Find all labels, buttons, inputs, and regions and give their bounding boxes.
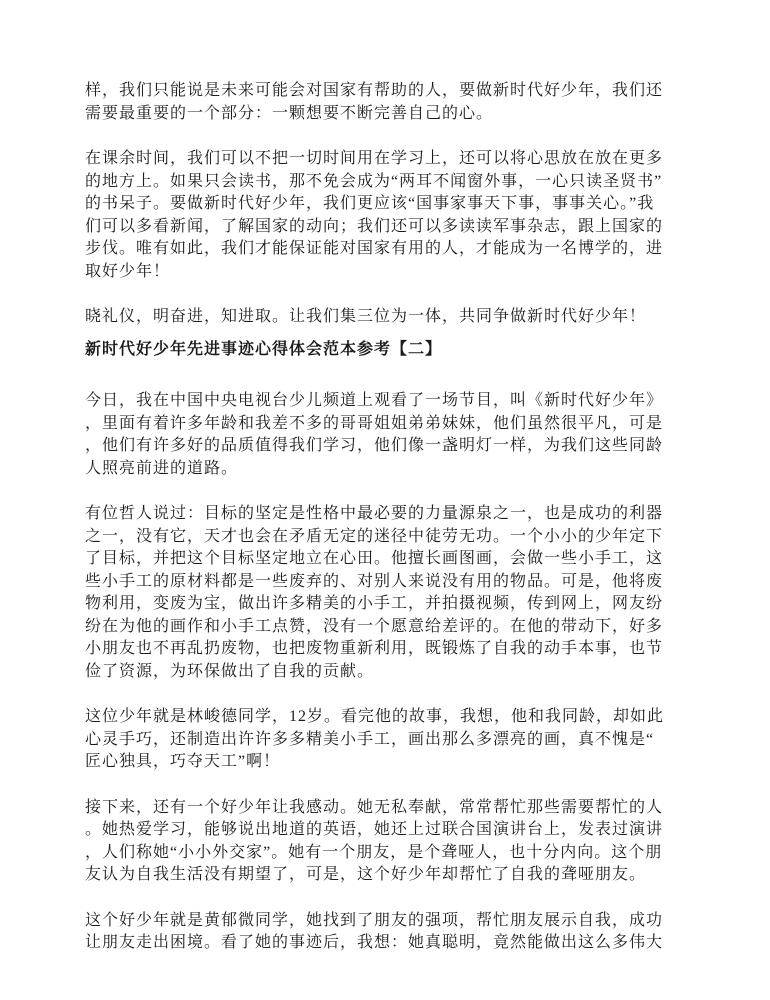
- paragraph-continuation: 样，我们只能说是未来可能会对国家有帮助的人，要做新时代好少年，我们还需要最重要的一个部分：一颗想要不断完善自己的心。: [85, 82, 664, 122]
- paragraph-tv-program: 今日，我在中国中央电视台少儿频道上观看了一场节目，叫《新时代好少年》，里面有着许多年龄和我差不多的哥哥姐姐弟弟妹妹，他们虽然很平凡，可是，他们有许多好的品质值得我们学习，他们像一盏明灯一样，为我们这些同龄人照亮前进的道路。: [85, 392, 664, 477]
- paragraph-lin-junde: 这位少年就是林峻德同学，12岁。看完他的故事，我想，他和我同龄，却如此心灵手巧，还制造出许许多多精美小手工，画出那么多漂亮的画，真不愧是“匠心独具，巧夺天工”啊！: [85, 708, 665, 770]
- paragraph-good-youth-girl: 接下来，还有一个好少年让我感动。她无私奉献，常常帮忙那些需要帮忙的人。她热爱学习，能够说出地道的英语，她还上过联合国演讲台上，发表过演讲，人们称她“小小外交家”。她有一个朋友，是个聋哑人，也十分内向。这个朋友认为自我生活没有期望了，可是，这个好少年却帮忙了自我的聋哑朋友。: [85, 798, 664, 883]
- paragraph-spare-time: 在课余时间，我们可以不把一切时间用在学习上，还可以将心思放在放在更多的地方上。如果只会读书，那不免会成为“两耳不闻窗外事，一心只读圣贤书”的书呆子。要做新时代好少年，我们更应该“国事家事天下事，事事关心。”我们可以多看新闻，了解国家的动向；我们还可以多读读军事杂志，跟上国家的步伐。唯有如此，我们才能保证能对国家有用的人，才能成为一名博学的，进取好少年！: [85, 150, 664, 280]
- paragraph-huang-yuwei: 这个好少年就是黄郁微同学，她找到了朋友的强项，帮忙朋友展示自我，成功让朋友走出困境。看了她的事迹后，我想：她真聪明，竟然能做出这么多伟大: [85, 911, 664, 951]
- paragraph-closing-part-one: 晓礼仪，明奋进，知进取。让我们集三位为一体，共同争做新时代好少年！: [85, 308, 647, 325]
- section-heading-part-two: 新时代好少年先进事迹心得体会范本参考【二】: [85, 340, 443, 358]
- paragraph-philosopher-quote: 有位哲人说过：目标的坚定是性格中最必要的力量源泉之一，也是成功的利器之一，没有它，天才也会在矛盾无定的迷径中徒劳无功。一个小小的少年定下了目标，并把这个目标坚定地立在心田。他擅长画图画，会做一些小手工，这些小手工的原材料都是一些废弃的、对别人来说没有用的物品。可是，他将废物利用，变废为宝，做出许多精美的小手工，并拍摄视频，传到网上，网友纷纷在为他的画作和小手工点赞，没有一个愿意给差评的。在他的带动下，好多小朋友也不再乱扔废物，也把废物重新利用，既锻炼了自我的动手本事，也节俭了资源，为环保做出了自我的贡献。: [85, 505, 664, 680]
